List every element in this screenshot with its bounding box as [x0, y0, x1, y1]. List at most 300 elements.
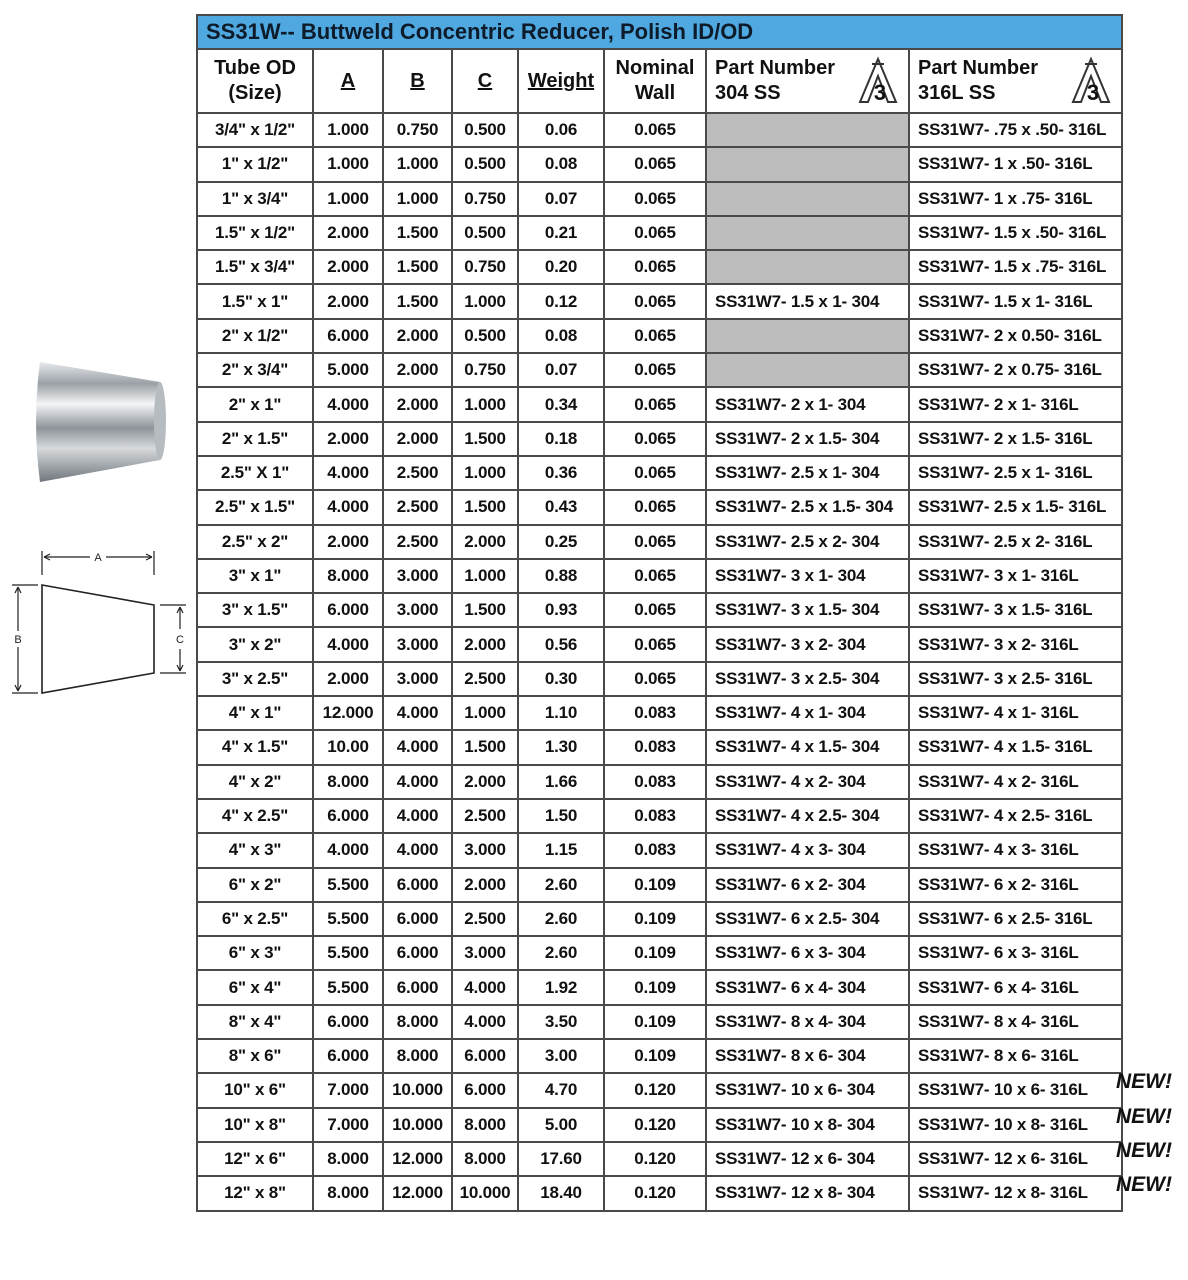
- cell-part-number-316l: SS31W7- 10 x 8- 316L: [909, 1108, 1122, 1142]
- reducer-photo: [30, 360, 170, 485]
- cell-nominal-wall: 0.120: [604, 1073, 706, 1107]
- cell-dim-b: 4.000: [383, 730, 452, 764]
- cell-dim-a: 1.000: [313, 113, 383, 147]
- cell-dim-a: 2.000: [313, 250, 383, 284]
- header-tube-od: [197, 49, 313, 113]
- cell-dim-b: 1.500: [383, 284, 452, 318]
- table-row: [197, 627, 1122, 661]
- cell-part-number-304: [706, 147, 909, 181]
- cell-weight: 0.06: [518, 113, 604, 147]
- cell-nominal-wall: 0.109: [604, 1039, 706, 1073]
- cell-weight: 4.70: [518, 1073, 604, 1107]
- cell-dim-a: 8.000: [313, 1142, 383, 1176]
- cell-part-number-304: SS31W7- 12 x 8- 304: [706, 1176, 909, 1210]
- cell-dim-b: 8.000: [383, 1005, 452, 1039]
- cell-weight: 17.60: [518, 1142, 604, 1176]
- cell-part-number-304: SS31W7- 10 x 6- 304: [706, 1073, 909, 1107]
- cell-tube-size: 1" x 1/2": [197, 147, 313, 181]
- cell-part-number-304: [706, 353, 909, 387]
- cell-dim-b: 3.000: [383, 662, 452, 696]
- table-row: [197, 559, 1122, 593]
- cell-part-number-316l: SS31W7- 1 x .75- 316L: [909, 182, 1122, 216]
- cell-part-number-304: SS31W7- 6 x 2- 304: [706, 868, 909, 902]
- cell-tube-size: 6" x 4": [197, 970, 313, 1004]
- cell-dim-c: 0.750: [452, 250, 518, 284]
- svg-text:3: 3: [873, 80, 887, 105]
- cell-dim-b: 2.500: [383, 456, 452, 490]
- table-row: [197, 353, 1122, 387]
- table-row: [197, 182, 1122, 216]
- cell-dim-b: 10.000: [383, 1108, 452, 1142]
- cell-dim-a: 4.000: [313, 456, 383, 490]
- cell-part-number-316l: SS31W7- 12 x 8- 316L: [909, 1176, 1122, 1210]
- cell-nominal-wall: 0.065: [604, 456, 706, 490]
- cell-dim-a: 4.000: [313, 627, 383, 661]
- cell-dim-b: 6.000: [383, 868, 452, 902]
- cell-tube-size: 3" x 2.5": [197, 662, 313, 696]
- cell-tube-size: 2.5" x 1.5": [197, 490, 313, 524]
- cell-weight: 0.08: [518, 147, 604, 181]
- cell-dim-b: 4.000: [383, 833, 452, 867]
- cell-nominal-wall: 0.065: [604, 216, 706, 250]
- cell-nominal-wall: 0.065: [604, 182, 706, 216]
- dimension-c-label: C: [176, 634, 184, 646]
- cell-dim-a: 5.500: [313, 970, 383, 1004]
- cell-nominal-wall: 0.109: [604, 970, 706, 1004]
- cell-tube-size: 6" x 3": [197, 936, 313, 970]
- cell-part-number-316l: SS31W7- 3 x 2- 316L: [909, 627, 1122, 661]
- header-pn304-line2: 304 SS: [715, 82, 781, 104]
- cell-dim-a: 10.00: [313, 730, 383, 764]
- table-row: [197, 319, 1122, 353]
- cell-dim-b: 2.000: [383, 319, 452, 353]
- cell-dim-c: 4.000: [452, 1005, 518, 1039]
- cell-part-number-304: SS31W7- 4 x 3- 304: [706, 833, 909, 867]
- cell-dim-a: 5.000: [313, 353, 383, 387]
- table-row: [197, 387, 1122, 421]
- cell-part-number-304: SS31W7- 8 x 6- 304: [706, 1039, 909, 1073]
- cell-dim-c: 1.500: [452, 490, 518, 524]
- cell-tube-size: 1" x 3/4": [197, 182, 313, 216]
- cell-part-number-316l: SS31W7- 12 x 6- 316L: [909, 1142, 1122, 1176]
- dimension-a-label: A: [94, 552, 102, 564]
- cell-dim-a: 7.000: [313, 1073, 383, 1107]
- cell-part-number-304: [706, 319, 909, 353]
- cell-weight: 0.56: [518, 627, 604, 661]
- header-b: B: [383, 49, 452, 113]
- cell-dim-b: 4.000: [383, 696, 452, 730]
- cell-weight: 18.40: [518, 1176, 604, 1210]
- cell-dim-c: 2.500: [452, 662, 518, 696]
- table-row: [197, 113, 1122, 147]
- table-row: [197, 936, 1122, 970]
- cell-tube-size: 4" x 3": [197, 833, 313, 867]
- cell-dim-b: 8.000: [383, 1039, 452, 1073]
- cell-nominal-wall: 0.109: [604, 936, 706, 970]
- cell-nominal-wall: 0.065: [604, 353, 706, 387]
- cell-dim-c: 1.000: [452, 456, 518, 490]
- header-pn316-line2: 316L SS: [918, 82, 996, 104]
- cell-tube-size: 1.5" x 3/4": [197, 250, 313, 284]
- cell-weight: 5.00: [518, 1108, 604, 1142]
- table-row: [197, 490, 1122, 524]
- cell-part-number-316l: SS31W7- 2 x 0.50- 316L: [909, 319, 1122, 353]
- cell-dim-c: 2.000: [452, 525, 518, 559]
- cell-dim-a: 1.000: [313, 182, 383, 216]
- cell-dim-c: 2.000: [452, 765, 518, 799]
- cell-tube-size: 3" x 2": [197, 627, 313, 661]
- cell-part-number-304: SS31W7- 8 x 4- 304: [706, 1005, 909, 1039]
- cell-dim-c: 1.500: [452, 422, 518, 456]
- cell-part-number-316l: SS31W7- 8 x 4- 316L: [909, 1005, 1122, 1039]
- header-tube-od-line1: Tube OD: [214, 57, 296, 79]
- cell-dim-c: 1.000: [452, 387, 518, 421]
- cell-weight: 0.07: [518, 353, 604, 387]
- cell-part-number-316l: SS31W7- 6 x 3- 316L: [909, 936, 1122, 970]
- cell-tube-size: 4" x 2.5": [197, 799, 313, 833]
- cell-nominal-wall: 0.109: [604, 1005, 706, 1039]
- header-wall-line2: Wall: [634, 82, 676, 104]
- cell-weight: 2.60: [518, 868, 604, 902]
- cell-part-number-304: SS31W7- 3 x 2- 304: [706, 627, 909, 661]
- cell-dim-a: 8.000: [313, 1176, 383, 1210]
- cell-dim-b: 3.000: [383, 559, 452, 593]
- cell-part-number-304: SS31W7- 3 x 1.5- 304: [706, 593, 909, 627]
- cell-weight: 0.21: [518, 216, 604, 250]
- dimension-b-label: B: [14, 634, 22, 646]
- cell-nominal-wall: 0.065: [604, 559, 706, 593]
- cell-dim-c: 1.000: [452, 284, 518, 318]
- cell-nominal-wall: 0.109: [604, 902, 706, 936]
- cell-nominal-wall: 0.109: [604, 868, 706, 902]
- cell-nominal-wall: 0.065: [604, 284, 706, 318]
- cell-dim-c: 2.000: [452, 868, 518, 902]
- cell-dim-c: 10.000: [452, 1176, 518, 1210]
- cell-tube-size: 10" x 6": [197, 1073, 313, 1107]
- cell-tube-size: 6" x 2": [197, 868, 313, 902]
- cell-nominal-wall: 0.065: [604, 250, 706, 284]
- cell-dim-a: 5.500: [313, 936, 383, 970]
- header-nominal-wall: [604, 49, 706, 113]
- cell-dim-a: 4.000: [313, 490, 383, 524]
- table-row: [197, 216, 1122, 250]
- header-part-number-304: [706, 49, 909, 113]
- cell-part-number-304: SS31W7- 10 x 8- 304: [706, 1108, 909, 1142]
- cell-part-number-316l: SS31W7- 6 x 2.5- 316L: [909, 902, 1122, 936]
- cell-part-number-316l: SS31W7- 2 x 1- 316L: [909, 387, 1122, 421]
- cell-tube-size: 12" x 8": [197, 1176, 313, 1210]
- cell-weight: 1.66: [518, 765, 604, 799]
- cell-weight: 0.30: [518, 662, 604, 696]
- new-badge: NEW!: [1116, 1139, 1172, 1163]
- cell-part-number-316l: SS31W7- 4 x 2.5- 316L: [909, 799, 1122, 833]
- cell-dim-c: 6.000: [452, 1039, 518, 1073]
- table-row: [197, 765, 1122, 799]
- cell-dim-c: 2.000: [452, 627, 518, 661]
- cell-weight: 0.88: [518, 559, 604, 593]
- cell-part-number-304: SS31W7- 1.5 x 1- 304: [706, 284, 909, 318]
- cell-nominal-wall: 0.065: [604, 525, 706, 559]
- cell-tube-size: 8" x 4": [197, 1005, 313, 1039]
- cell-part-number-316l: SS31W7- 2.5 x 2- 316L: [909, 525, 1122, 559]
- cell-part-number-316l: SS31W7- .75 x .50- 316L: [909, 113, 1122, 147]
- cell-dim-b: 4.000: [383, 765, 452, 799]
- cell-weight: 0.20: [518, 250, 604, 284]
- cell-weight: 1.30: [518, 730, 604, 764]
- table-row: [197, 662, 1122, 696]
- cell-dim-b: 2.500: [383, 525, 452, 559]
- cell-dim-a: 8.000: [313, 559, 383, 593]
- table-row: [197, 1176, 1122, 1210]
- cell-weight: 0.08: [518, 319, 604, 353]
- cell-part-number-316l: SS31W7- 2.5 x 1.5- 316L: [909, 490, 1122, 524]
- cell-dim-a: 6.000: [313, 1039, 383, 1073]
- cell-part-number-304: SS31W7- 6 x 3- 304: [706, 936, 909, 970]
- cell-dim-a: 1.000: [313, 147, 383, 181]
- header-tube-od-line2: (Size): [228, 82, 282, 104]
- cell-dim-c: 1.000: [452, 696, 518, 730]
- reducer-spec-table: [196, 14, 1123, 1212]
- cell-dim-a: 2.000: [313, 216, 383, 250]
- cell-weight: 2.60: [518, 902, 604, 936]
- cell-weight: 3.50: [518, 1005, 604, 1039]
- cell-dim-c: 8.000: [452, 1108, 518, 1142]
- cell-part-number-304: SS31W7- 4 x 2- 304: [706, 765, 909, 799]
- cell-tube-size: 2" x 1": [197, 387, 313, 421]
- table-row: [197, 868, 1122, 902]
- cell-dim-a: 6.000: [313, 799, 383, 833]
- cell-part-number-304: SS31W7- 2.5 x 1- 304: [706, 456, 909, 490]
- cell-tube-size: 1.5" x 1/2": [197, 216, 313, 250]
- cell-part-number-316l: SS31W7- 2 x 0.75- 316L: [909, 353, 1122, 387]
- cell-tube-size: 2.5" X 1": [197, 456, 313, 490]
- cell-weight: 0.36: [518, 456, 604, 490]
- cell-part-number-316l: SS31W7- 3 x 1.5- 316L: [909, 593, 1122, 627]
- cell-dim-c: 3.000: [452, 936, 518, 970]
- cell-weight: 1.92: [518, 970, 604, 1004]
- cell-nominal-wall: 0.065: [604, 490, 706, 524]
- cell-dim-c: 8.000: [452, 1142, 518, 1176]
- cell-part-number-316l: SS31W7- 4 x 1- 316L: [909, 696, 1122, 730]
- cell-tube-size: 4" x 1.5": [197, 730, 313, 764]
- table-row: [197, 284, 1122, 318]
- cell-nominal-wall: 0.083: [604, 730, 706, 764]
- cell-part-number-316l: SS31W7- 10 x 6- 316L: [909, 1073, 1122, 1107]
- cell-nominal-wall: 0.120: [604, 1108, 706, 1142]
- cell-dim-c: 3.000: [452, 833, 518, 867]
- cell-dim-a: 2.000: [313, 525, 383, 559]
- cell-nominal-wall: 0.083: [604, 696, 706, 730]
- cell-dim-b: 12.000: [383, 1142, 452, 1176]
- header-c: C: [452, 49, 518, 113]
- table-row: [197, 1039, 1122, 1073]
- table-row: [197, 799, 1122, 833]
- new-badge: NEW!: [1116, 1173, 1172, 1197]
- table-row: [197, 422, 1122, 456]
- cell-dim-b: 10.000: [383, 1073, 452, 1107]
- cell-dim-c: 0.500: [452, 113, 518, 147]
- cell-part-number-316l: SS31W7- 6 x 2- 316L: [909, 868, 1122, 902]
- cell-part-number-316l: SS31W7- 1.5 x 1- 316L: [909, 284, 1122, 318]
- cell-dim-c: 4.000: [452, 970, 518, 1004]
- cell-dim-b: 1.500: [383, 250, 452, 284]
- header-pn316-line1: Part Number: [918, 57, 1039, 79]
- table-row: [197, 456, 1122, 490]
- cell-dim-b: 1.000: [383, 182, 452, 216]
- cell-dim-a: 2.000: [313, 422, 383, 456]
- 3a-certification-logo: [1067, 56, 1115, 106]
- cell-dim-a: 5.500: [313, 902, 383, 936]
- cell-dim-b: 6.000: [383, 902, 452, 936]
- cell-tube-size: 10" x 8": [197, 1108, 313, 1142]
- cell-tube-size: 2" x 3/4": [197, 353, 313, 387]
- cell-nominal-wall: 0.065: [604, 662, 706, 696]
- cell-dim-b: 1.000: [383, 147, 452, 181]
- cell-dim-b: 1.500: [383, 216, 452, 250]
- cell-dim-c: 6.000: [452, 1073, 518, 1107]
- cell-nominal-wall: 0.065: [604, 387, 706, 421]
- cell-dim-a: 12.000: [313, 696, 383, 730]
- table-row: [197, 833, 1122, 867]
- reducer-dimension-diagram: [10, 545, 190, 700]
- cell-weight: 0.07: [518, 182, 604, 216]
- cell-tube-size: 4" x 1": [197, 696, 313, 730]
- cell-part-number-316l: SS31W7- 6 x 4- 316L: [909, 970, 1122, 1004]
- cell-tube-size: 8" x 6": [197, 1039, 313, 1073]
- cell-nominal-wall: 0.065: [604, 319, 706, 353]
- cell-nominal-wall: 0.120: [604, 1142, 706, 1176]
- cell-nominal-wall: 0.083: [604, 833, 706, 867]
- cell-tube-size: 3" x 1.5": [197, 593, 313, 627]
- cell-dim-b: 0.750: [383, 113, 452, 147]
- cell-dim-b: 2.500: [383, 490, 452, 524]
- header-row: [197, 49, 1122, 113]
- header-wall-line1: Nominal: [615, 57, 695, 79]
- cell-dim-b: 6.000: [383, 936, 452, 970]
- cell-tube-size: 3/4" x 1/2": [197, 113, 313, 147]
- cell-tube-size: 6" x 2.5": [197, 902, 313, 936]
- cell-weight: 0.34: [518, 387, 604, 421]
- cell-part-number-316l: SS31W7- 3 x 2.5- 316L: [909, 662, 1122, 696]
- cell-dim-c: 1.500: [452, 730, 518, 764]
- cell-tube-size: 2.5" x 2": [197, 525, 313, 559]
- cell-weight: 1.10: [518, 696, 604, 730]
- cell-nominal-wall: 0.065: [604, 627, 706, 661]
- cell-part-number-304: SS31W7- 2.5 x 1.5- 304: [706, 490, 909, 524]
- cell-part-number-316l: SS31W7- 3 x 1- 316L: [909, 559, 1122, 593]
- cell-part-number-304: SS31W7- 6 x 4- 304: [706, 970, 909, 1004]
- cell-part-number-304: SS31W7- 2 x 1.5- 304: [706, 422, 909, 456]
- cell-nominal-wall: 0.065: [604, 422, 706, 456]
- cell-dim-c: 0.500: [452, 216, 518, 250]
- cell-dim-c: 0.750: [452, 182, 518, 216]
- table-row: [197, 1142, 1122, 1176]
- cell-part-number-304: SS31W7- 4 x 2.5- 304: [706, 799, 909, 833]
- cell-part-number-316l: SS31W7- 2 x 1.5- 316L: [909, 422, 1122, 456]
- table-row: [197, 250, 1122, 284]
- table-row: [197, 1073, 1122, 1107]
- cell-part-number-304: SS31W7- 3 x 1- 304: [706, 559, 909, 593]
- cell-dim-c: 0.500: [452, 147, 518, 181]
- cell-dim-b: 6.000: [383, 970, 452, 1004]
- cell-dim-a: 6.000: [313, 1005, 383, 1039]
- cell-nominal-wall: 0.083: [604, 799, 706, 833]
- cell-dim-c: 2.500: [452, 902, 518, 936]
- cell-dim-a: 2.000: [313, 662, 383, 696]
- cell-weight: 0.18: [518, 422, 604, 456]
- cell-weight: 0.12: [518, 284, 604, 318]
- cell-weight: 1.15: [518, 833, 604, 867]
- cell-dim-b: 4.000: [383, 799, 452, 833]
- cell-tube-size: 1.5" x 1": [197, 284, 313, 318]
- cell-nominal-wall: 0.065: [604, 593, 706, 627]
- cell-part-number-316l: SS31W7- 4 x 3- 316L: [909, 833, 1122, 867]
- cell-tube-size: 4" x 2": [197, 765, 313, 799]
- cell-part-number-316l: SS31W7- 4 x 2- 316L: [909, 765, 1122, 799]
- cell-tube-size: 2" x 1/2": [197, 319, 313, 353]
- table-row: [197, 696, 1122, 730]
- cell-weight: 1.50: [518, 799, 604, 833]
- cell-dim-c: 1.000: [452, 559, 518, 593]
- cell-dim-b: 2.000: [383, 353, 452, 387]
- cell-nominal-wall: 0.120: [604, 1176, 706, 1210]
- cell-weight: 2.60: [518, 936, 604, 970]
- cell-dim-a: 6.000: [313, 319, 383, 353]
- new-badge: NEW!: [1116, 1070, 1172, 1094]
- cell-part-number-304: SS31W7- 4 x 1- 304: [706, 696, 909, 730]
- cell-dim-b: 2.000: [383, 387, 452, 421]
- table-row: [197, 1108, 1122, 1142]
- cell-tube-size: 2" x 1.5": [197, 422, 313, 456]
- 3a-certification-logo: [854, 56, 902, 106]
- table-row: [197, 525, 1122, 559]
- header-pn304-line1: Part Number: [715, 57, 836, 79]
- cell-dim-c: 1.500: [452, 593, 518, 627]
- cell-part-number-304: SS31W7- 2.5 x 2- 304: [706, 525, 909, 559]
- cell-part-number-316l: SS31W7- 8 x 6- 316L: [909, 1039, 1122, 1073]
- cell-part-number-304: SS31W7- 12 x 6- 304: [706, 1142, 909, 1176]
- cell-dim-a: 7.000: [313, 1108, 383, 1142]
- cell-weight: 0.25: [518, 525, 604, 559]
- cell-dim-c: 0.500: [452, 319, 518, 353]
- cell-dim-c: 2.500: [452, 799, 518, 833]
- cell-dim-b: 3.000: [383, 627, 452, 661]
- cell-part-number-304: [706, 113, 909, 147]
- cell-part-number-316l: SS31W7- 1 x .50- 316L: [909, 147, 1122, 181]
- new-badge: NEW!: [1116, 1104, 1172, 1128]
- header-part-number-316l: [909, 49, 1122, 113]
- cell-weight: 0.43: [518, 490, 604, 524]
- cell-dim-b: 3.000: [383, 593, 452, 627]
- svg-text:3: 3: [1086, 80, 1100, 105]
- table-row: [197, 1005, 1122, 1039]
- cell-part-number-304: SS31W7- 4 x 1.5- 304: [706, 730, 909, 764]
- cell-part-number-316l: SS31W7- 4 x 1.5- 316L: [909, 730, 1122, 764]
- cell-part-number-304: [706, 250, 909, 284]
- cell-nominal-wall: 0.065: [604, 147, 706, 181]
- cell-dim-a: 6.000: [313, 593, 383, 627]
- cell-dim-c: 0.750: [452, 353, 518, 387]
- cell-tube-size: 3" x 1": [197, 559, 313, 593]
- cell-dim-b: 2.000: [383, 422, 452, 456]
- cell-dim-a: 4.000: [313, 387, 383, 421]
- cell-nominal-wall: 0.065: [604, 113, 706, 147]
- cell-part-number-304: SS31W7- 2 x 1- 304: [706, 387, 909, 421]
- cell-part-number-304: [706, 182, 909, 216]
- cell-part-number-304: SS31W7- 3 x 2.5- 304: [706, 662, 909, 696]
- cell-part-number-304: SS31W7- 6 x 2.5- 304: [706, 902, 909, 936]
- table-row: [197, 902, 1122, 936]
